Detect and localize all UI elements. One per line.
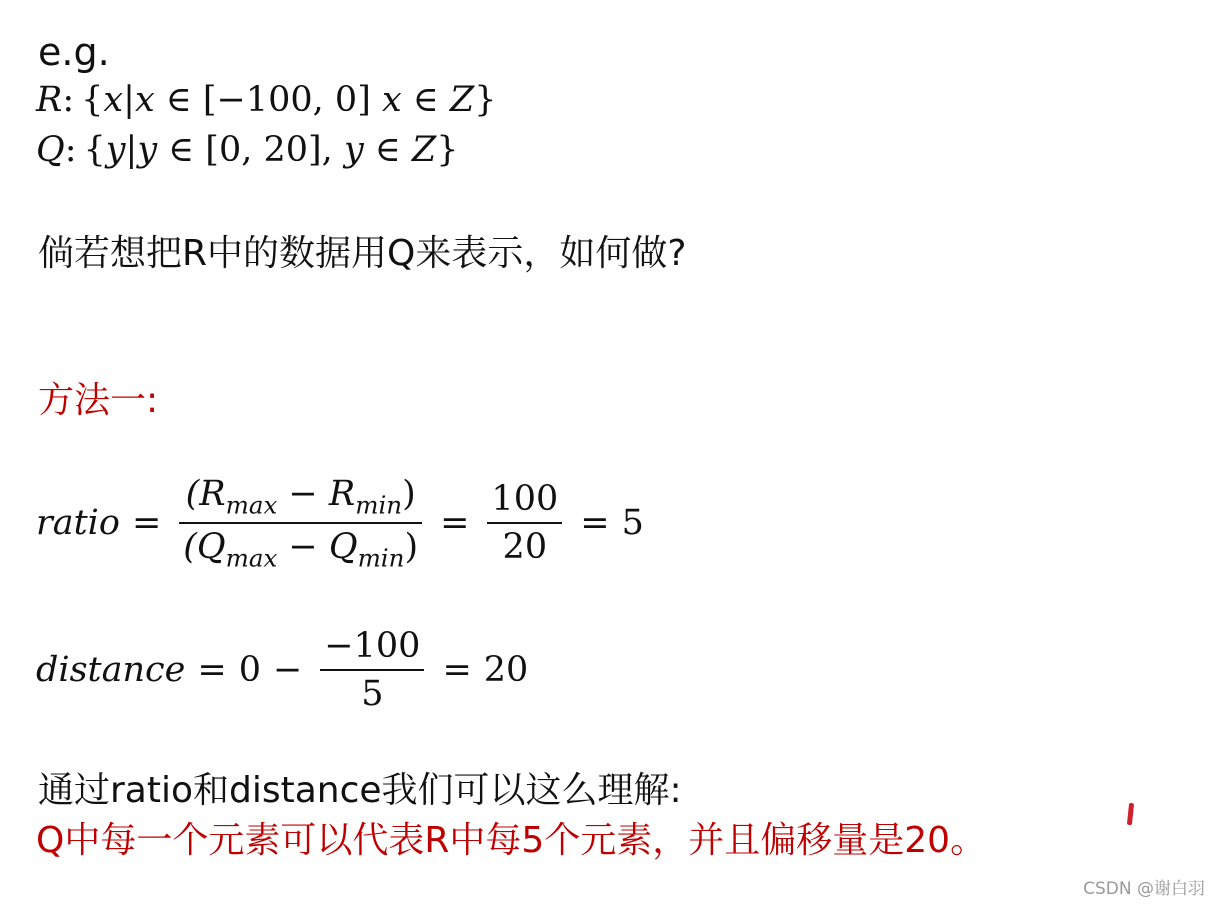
num-min-subscript: min [355, 490, 403, 520]
ratio-result: 5 [621, 503, 644, 543]
numeric-numerator: 100 [491, 479, 559, 519]
set-q-domain: Z [411, 130, 437, 170]
den-max-subscript: max [225, 543, 278, 573]
set-r-var-3: x [382, 80, 402, 120]
distance-result: 20 [483, 650, 529, 690]
num-close-paren: ) [402, 474, 416, 515]
watermark: CSDN @谢白羽 [1083, 879, 1205, 899]
method-label: 方法一: [38, 380, 159, 421]
set-q-var: y [105, 130, 126, 170]
distance-denominator: 5 [361, 674, 384, 714]
num-r-min: − R [288, 474, 356, 515]
distance-lhs: distance [36, 650, 186, 690]
set-q-name: Q [36, 130, 65, 170]
den-q-min: − Q [288, 527, 358, 567]
distance-fraction [320, 625, 424, 715]
fraction-bar [320, 669, 424, 671]
set-r-domain: Z [449, 80, 475, 120]
set-r-range: [−100, 0] [202, 80, 371, 120]
numeric-denominator: 20 [502, 527, 548, 567]
set-r-name: R [36, 80, 63, 120]
ratio-fraction [179, 473, 422, 573]
den-min-subscript: min [357, 543, 405, 573]
set-q-var-3: y [343, 130, 364, 170]
example-heading: e.g. [38, 30, 110, 74]
set-r-var: x [103, 80, 124, 120]
ratio-equation [36, 468, 644, 578]
equals-sign: = [131, 503, 162, 543]
den-close-paren: ) [404, 527, 419, 567]
set-q-range: [0, 20] [205, 130, 322, 170]
ratio-numerator [182, 473, 420, 520]
ratio-lhs: ratio [36, 503, 120, 543]
set-q-definition: Q: {y|y ∈ [0, 20], y ∈ Z} [36, 130, 459, 170]
den-q-max: (Q [183, 527, 226, 567]
set-r-definition: R: {x|x ∈ [−100, 0] x ∈ Z} [36, 80, 497, 120]
fraction-bar [179, 522, 422, 524]
minus-sign: − [272, 650, 303, 690]
equals-sign: = [440, 503, 470, 543]
distance-equation [36, 620, 528, 720]
num-max-subscript: max [225, 490, 278, 520]
set-r-var-2: x [134, 80, 155, 120]
equals-sign: = [197, 650, 227, 690]
question-text: 倘若想把R中的数据用Q来表示，如何做? [38, 233, 687, 274]
equals-sign: = [580, 503, 610, 543]
ratio-denominator [179, 526, 422, 573]
set-q-var-2: y [137, 130, 158, 170]
red-pointer-mark [1127, 803, 1134, 825]
conclusion-highlight: Q中每一个元素可以代表R中每5个元素，并且偏移量是20。 [36, 820, 987, 861]
numeric-fraction [487, 478, 562, 568]
distance-numerator: −100 [324, 626, 421, 666]
conclusion-text: 通过ratio和distance我们可以这么理解: [38, 770, 682, 811]
distance-zero: 0 [238, 650, 261, 690]
equals-sign: = [442, 650, 472, 690]
fraction-bar [487, 522, 562, 524]
num-r-max: (R [185, 474, 226, 515]
